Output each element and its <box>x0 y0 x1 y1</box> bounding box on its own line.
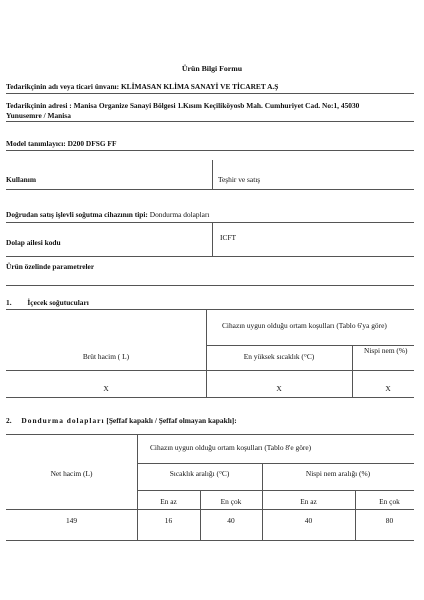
table2-border <box>6 509 414 510</box>
table2-cell: 16 <box>164 516 173 525</box>
table2-cell: 149 <box>65 516 78 525</box>
table2-max-label: En çok <box>379 497 400 506</box>
table1-col-volume: Brüt hacim ( L) <box>82 352 130 361</box>
table1-col-max-temp: En yüksek sıcaklık (°C) <box>243 352 315 361</box>
table2-border <box>137 463 414 464</box>
table1-cell: X <box>276 384 282 393</box>
supplier-address-value: Manisa Organize Sanayi Bölgesi 1.Kısım Keçiliköyosb Mah. Cumhuriyet Cad. No:1, 45030 <box>73 101 360 110</box>
divider <box>6 93 414 94</box>
section1-title: İçecek soğutucuları <box>27 298 89 307</box>
table2-min-label: En az <box>300 497 317 506</box>
divider <box>6 256 414 257</box>
section2-title-rest: [Şeffaf kapaklı / Şeffaf olmayan kapaklı]: <box>106 416 237 425</box>
table2-max-label: En çok <box>220 497 242 506</box>
table2-col-volume: Net hacim (L) <box>50 469 93 478</box>
table2-cell: 40 <box>227 516 235 525</box>
table2-border <box>6 540 414 541</box>
supplier-address-row <box>6 101 416 110</box>
table1-border <box>6 370 414 371</box>
table1-col-humidity: Nispi nem (%) <box>364 346 408 355</box>
divider <box>6 434 414 435</box>
table1-border <box>6 397 414 398</box>
usage-label: Kullanım <box>6 175 36 184</box>
table1-cell: X <box>385 384 391 393</box>
divider <box>6 121 414 122</box>
supplier-name-row <box>6 82 278 91</box>
supplier-name-value: KLİMASAN KLİMA SANAYİ VE TİCARET A.Ş <box>120 82 279 91</box>
table2-cell: 40 <box>304 516 313 525</box>
cabinet-type-row <box>6 210 209 219</box>
model-id-value: D200 DFSG FF <box>67 139 117 148</box>
table2-col-temp-range: Sıcaklık aralığı (°C) <box>169 469 230 478</box>
cabinet-type-value: Dondurma dolapları <box>149 210 210 219</box>
supplier-name-label: Tedarikçinin adı veya ticari ünvanı: <box>6 82 120 91</box>
table2-conditions-header: Cihazın uygun olduğu ortam koşulları (Tablo 8'e göre) <box>150 443 312 452</box>
model-id-label: Model tanımlayıcı: <box>6 139 66 148</box>
cabinet-type-label: Doğrudan satış işlevli soğutma cihazının tipi: <box>6 210 148 219</box>
section1-number: 1. <box>6 298 12 307</box>
section2-heading <box>6 416 237 425</box>
table2-cell: 80 <box>385 516 394 525</box>
section2-title: Dondurma dolapları <box>21 416 105 425</box>
family-code-label: Dolap ailesi kodu <box>6 238 61 247</box>
table2-min-label: En az <box>160 497 177 506</box>
divider <box>212 160 213 190</box>
section2-number: 2. <box>6 416 12 425</box>
page-title: Ürün Bilgi Formu <box>181 64 243 73</box>
supplier-address-line2: Yunusemre / Manisa <box>6 111 71 120</box>
divider <box>6 150 414 151</box>
table1-cell: X <box>103 384 109 393</box>
divider <box>6 285 414 286</box>
family-code-value: ICFT <box>220 233 237 242</box>
section1-heading <box>6 298 89 307</box>
table2-border <box>137 490 414 491</box>
divider <box>212 222 213 256</box>
supplier-address-label: Tedarikçinin adresi : <box>6 101 72 110</box>
product-params-label: Ürün özelinde parametreler <box>6 262 95 271</box>
divider <box>6 189 414 190</box>
divider <box>6 222 414 223</box>
model-id-row <box>6 139 116 148</box>
divider <box>6 309 414 310</box>
table1-conditions-header: Cihazın uygun olduğu ortam koşulları (Tablo 6'ya göre) <box>222 321 387 330</box>
usage-value: Teşhir ve satış <box>218 175 261 184</box>
table2-col-humidity-range: Nispi nem aralığı (%) <box>305 469 371 478</box>
